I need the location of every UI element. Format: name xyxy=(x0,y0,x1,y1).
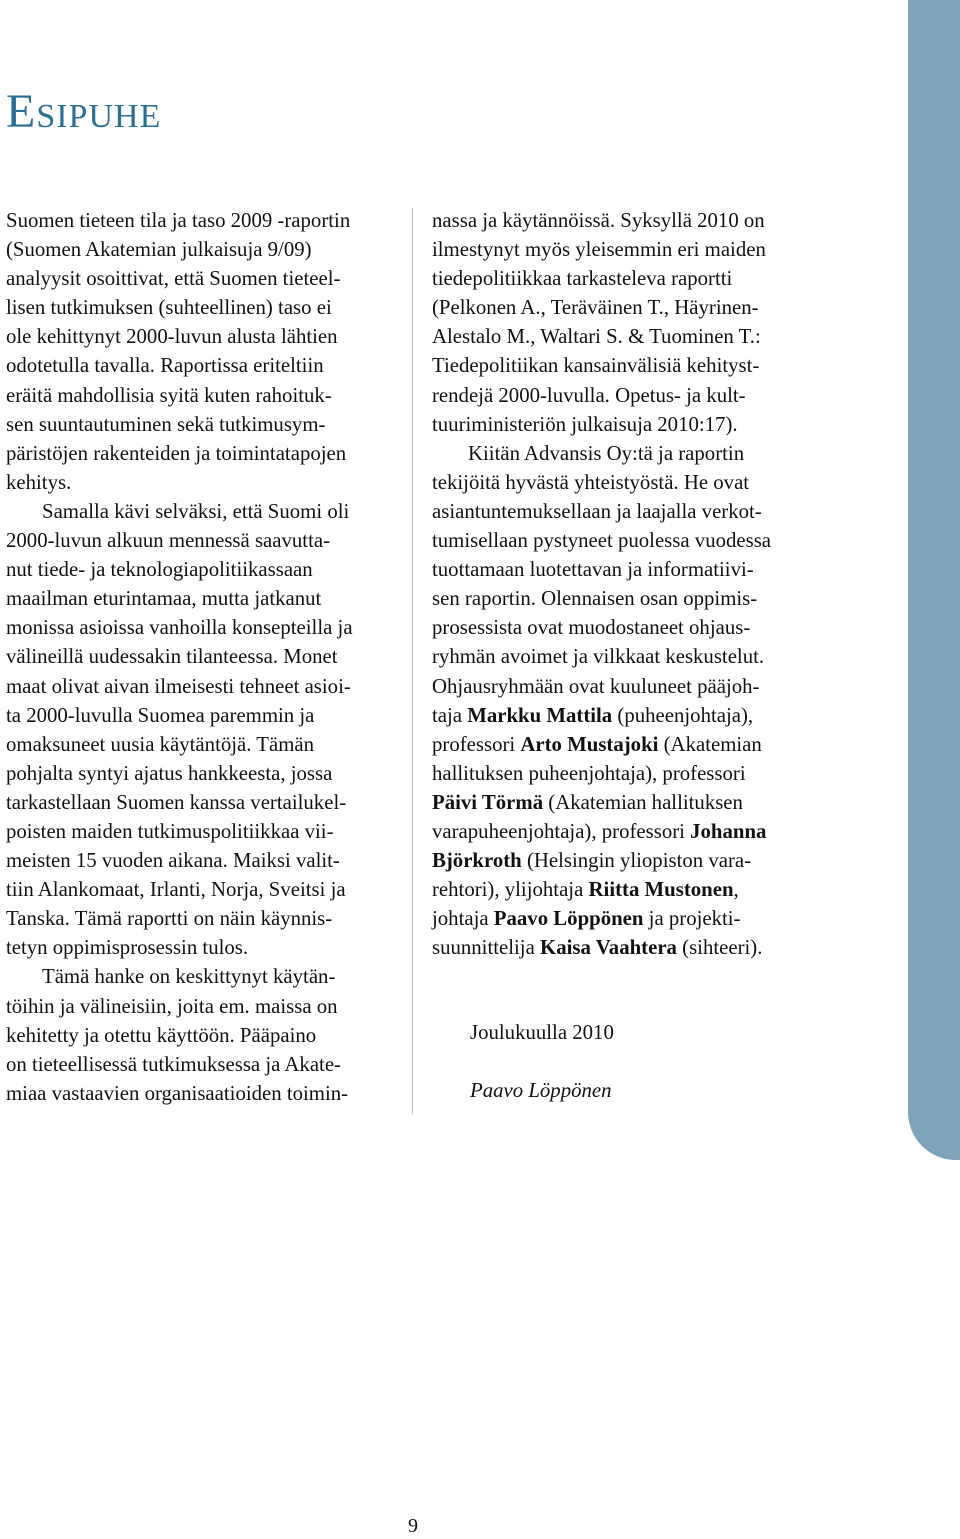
text-line xyxy=(432,526,832,555)
text-segment: professori xyxy=(432,732,521,756)
text-line xyxy=(432,817,832,846)
text-segment: prosessista ovat muodostaneet ohjaus- xyxy=(432,616,751,640)
text-segment: asiantuntemuksellaan ja laajalla verkot- xyxy=(432,499,762,523)
text-segment: Kiitän Advansis Oy:tä ja raportin xyxy=(468,441,745,465)
text-line: tetyn oppimisprosessin tulos. xyxy=(6,936,249,960)
text-segment: tuottamaan luotettavan ja informatiivi- xyxy=(432,558,754,582)
text-segment: ilmestynyt myös yleisemmin eri maiden xyxy=(432,238,766,262)
text-line xyxy=(432,730,832,759)
signature: Paavo Löppönen xyxy=(470,1079,612,1102)
person-name: Päivi Törmä xyxy=(432,790,544,814)
text-line xyxy=(432,555,832,584)
text-segment: rehtori), ylijohtaja xyxy=(432,878,589,902)
column-divider xyxy=(412,208,413,1114)
person-name: Björkroth xyxy=(432,849,522,873)
text-segment: tiedepolitiikkaa tarkasteleva raportti xyxy=(432,267,733,291)
text-line: maailman eturintamaa, mutta jatkanut xyxy=(6,587,322,611)
text-line: odotetulla tavalla. Raportissa eriteltiin xyxy=(6,354,324,378)
text-segment: Tiedepolitiikan kansainvälisiä kehityst- xyxy=(432,354,760,378)
text-segment: tumisellaan pystyneet puolessa vuodessa xyxy=(432,529,772,553)
text-line xyxy=(432,642,832,671)
text-line: omaksuneet uusia käytäntöjä. Tämän xyxy=(6,732,315,756)
text-line xyxy=(432,759,832,788)
text-segment: suunnittelija xyxy=(432,936,541,960)
text-line: poisten maiden tutkimuspolitiikkaa vii- xyxy=(6,819,334,843)
text-line xyxy=(432,497,832,526)
text-line xyxy=(432,235,832,264)
text-line: sen suuntautuminen sekä tutkimusym- xyxy=(6,412,326,436)
text-line xyxy=(432,875,832,904)
text-segment: tekijöitä hyvästä yhteistyöstä. He ovat xyxy=(432,470,750,494)
text-line: analyysit osoittivat, että Suomen tieteel- xyxy=(6,267,341,291)
text-line: Tämä hanke on keskittynyt käytän- xyxy=(42,965,336,989)
text-line xyxy=(432,846,832,875)
text-line: töihin ja välineisiin, joita em. maissa on xyxy=(6,994,338,1018)
text-line xyxy=(432,410,832,439)
text-line xyxy=(432,351,832,380)
text-line xyxy=(432,206,832,235)
text-line: kehitys. xyxy=(6,470,72,494)
text-segment: (Helsingin yliopiston vara- xyxy=(521,849,752,873)
person-name: Markku Mattila xyxy=(467,703,613,727)
text-line: on tieteellisessä tutkimuksessa ja Akate- xyxy=(6,1052,341,1076)
text-segment: (Pelkonen A., Teräväinen T., Häyrinen- xyxy=(432,296,759,320)
text-line: ole kehittynyt 2000-luvun alusta lähtien xyxy=(6,325,338,349)
text-segment: (Akatemian xyxy=(658,732,762,756)
person-name: Kaisa Vaahtera xyxy=(540,936,677,960)
text-segment: ja projekti- xyxy=(643,907,741,931)
text-line: pohjalta syntyi ajatus hankkeesta, jossa xyxy=(6,761,333,785)
text-line xyxy=(432,584,832,613)
text-line: tiin Alankomaat, Irlanti, Norja, Sveitsi ja xyxy=(6,878,346,902)
person-name: Paavo Löppönen xyxy=(493,907,644,931)
page-number: 9 xyxy=(408,1515,418,1537)
text-line: ta 2000-luvulla Suomea paremmin ja xyxy=(6,703,315,727)
person-name: Riitta Mustonen xyxy=(588,878,734,902)
left-text-column xyxy=(6,206,398,1108)
text-segment: johtaja xyxy=(432,907,494,931)
text-line xyxy=(432,381,832,410)
text-line: (Suomen Akatemian julkaisuja 9/09) xyxy=(6,238,312,262)
person-name: Johanna xyxy=(690,819,767,843)
text-line: kehitetty ja otettu käyttöön. Pääpaino xyxy=(6,1023,317,1047)
text-line: maat olivat aivan ilmeisesti tehneet asioi- xyxy=(6,674,351,698)
text-line xyxy=(432,788,832,817)
side-tab-decoration xyxy=(908,0,960,1160)
text-line: monissa asioissa vanhoilla konsepteilla ja xyxy=(6,616,353,640)
text-line xyxy=(432,672,832,701)
right-text-column xyxy=(432,206,832,962)
text-segment: tuuriministeriön julkaisuja 2010:17). xyxy=(432,412,738,436)
text-line: päristöjen rakenteiden ja toimintatapojen xyxy=(6,441,347,465)
text-segment: varapuheenjohtaja), professori xyxy=(432,819,691,843)
text-segment: nassa ja käytännöissä. Syksyllä 2010 on xyxy=(432,209,765,232)
text-line xyxy=(432,904,832,933)
text-line: eräitä mahdollisia syitä kuten rahoituk- xyxy=(6,383,332,407)
text-segment: Alestalo M., Waltari S. & Tuominen T.: xyxy=(432,325,761,349)
text-line: lisen tutkimuksen (suhteellinen) taso ei xyxy=(6,296,332,320)
text-segment: , xyxy=(733,878,739,902)
text-segment: (puheenjohtaja), xyxy=(612,703,754,727)
text-line xyxy=(432,701,832,730)
text-line xyxy=(432,264,832,293)
text-segment: ryhmän avoimet ja vilkkaat keskustelut. xyxy=(432,645,765,669)
text-line: miaa vastaavien organisaatioiden toimin- xyxy=(6,1081,349,1105)
text-line: Suomen tieteen tila ja taso 2009 -raportin xyxy=(6,209,351,232)
text-segment: Ohjausryhmään ovat kuuluneet pääjoh- xyxy=(432,674,760,698)
text-line xyxy=(432,468,832,497)
dateline: Joulukuulla 2010 xyxy=(470,1021,614,1044)
text-line xyxy=(432,439,832,468)
text-segment: (Akatemian hallituksen xyxy=(543,790,743,814)
text-segment: hallituksen puheenjohtaja), professori xyxy=(432,761,746,785)
text-segment: (sihteeri). xyxy=(676,936,763,960)
text-line xyxy=(432,933,832,962)
text-segment: sen raportin. Olennaisen osan oppimis- xyxy=(432,587,758,611)
text-line: tarkastellaan Suomen kanssa vertailukel- xyxy=(6,790,347,814)
text-line: nut tiede- ja teknologiapolitiikassaan xyxy=(6,558,313,582)
page-title: Esipuhe xyxy=(6,85,162,138)
text-line: Tanska. Tämä raportti on näin käynnis- xyxy=(6,907,333,931)
text-line xyxy=(432,322,832,351)
text-line xyxy=(432,613,832,642)
text-segment: rendejä 2000-luvulla. Opetus- ja kult- xyxy=(432,383,746,407)
text-line: meisten 15 vuoden aikana. Maiksi valit- xyxy=(6,849,340,873)
text-line: välineillä uudessakin tilanteessa. Monet xyxy=(6,645,338,669)
text-segment: taja xyxy=(432,703,468,727)
text-line: 2000-luvun alkuun mennessä saavutta- xyxy=(6,529,331,553)
person-name: Arto Mustajoki xyxy=(520,732,659,756)
text-line xyxy=(432,293,832,322)
text-line: Samalla kävi selväksi, että Suomi oli xyxy=(42,499,350,523)
